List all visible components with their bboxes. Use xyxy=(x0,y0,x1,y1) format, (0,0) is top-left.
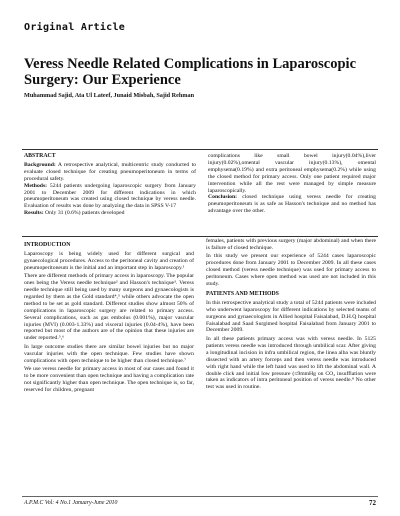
intro-paragraph: Laparoscopy is being widely used for different surgical and gynaecological procedures. Access to the peritoneal cavity and creation of pneumoperitoneum is the initial and an important step in laparoscopy.¹ xyxy=(24,250,194,271)
article-type-label: Original Article xyxy=(24,22,126,33)
intro-paragraph: females, patients with previous surgery (major abdominal) and when there is failure of closed technique. xyxy=(206,238,376,251)
left-body-column xyxy=(24,239,194,395)
intro-paragraph: We use veress needle for primary access in most of our cases and found it to be more convenient than open technique and having a complication rate not significantly higher than open technique. The open technique is, so far, reserved for children, pregnant xyxy=(24,366,194,393)
abstract-right-column xyxy=(208,153,376,215)
abstract-results: Results: Only 31 (0.6%) patients developed xyxy=(24,210,125,217)
abstract-conclusion: Conclusion: closed technique using veress needle for creating pneumoperitoneum is as safe as Hasson's technique and no method has advantage over the other. xyxy=(208,194,376,215)
abstract-background: Background: A retrospective analytical, multicentric study conducted to evaluate closed technique for creating pneumoperitoneum in terms of procedural safety. xyxy=(24,161,196,182)
journal-citation: A.P.M.C Vol: 4 No.1 January-June 2010 xyxy=(24,500,118,506)
author-list: Muhammad Sajid, Ata Ul Lateef, Junaid Misbah, Sajid Rehman xyxy=(24,92,195,99)
abstract-results-cont: complications like small bowel injury(0.04%),liver injury(0.02%),omental vascular injury(0.13%), omental emphysema(0.19%) and extra peritoneal emphysema(0.2%) while using the closed method for primary access. Only one patient required major intervention while all the rest were managed by simple measure laparoscopically. xyxy=(208,153,376,194)
abstract-heading: ABSTRACT xyxy=(24,153,56,159)
intro-paragraph: In this study we present our experience of 5244 cases laparoscopic procedures done from January 2001 to December 2009. In all these cases closed method (veress needle technique) was used for primary access to peritoneum. Cases where open method was used are not included in this study. xyxy=(206,253,376,288)
page-number: 72 xyxy=(369,499,376,507)
abstract-methods: Methods: 5244 patients undergoing laparoscopic surgery from January 2001 to December 2009 for different indications in which pneumoperitoneum was created using closed technique by veress needle. Evaluation of results was done by analyzing the data in SPSS V-17 xyxy=(24,182,196,210)
right-body-column xyxy=(206,238,376,393)
intro-paragraph: In large outcome studies there are similar bowel injuries but no major vascular injuries with the open technique. Few studies have shown complications with open technique to be higher than closed technique.⁷ xyxy=(24,343,194,364)
intro-paragraph: There are different methods of primary access in laparoscopy. The popular ones being the Veress needle technique² and Hasson's technique³. Veress needle technique still being used by many surgeons and gynaecologists is regarded by them as the Gold standard⁴,⁵ while others advocate the open method to be set as gold standard. Different studies show almost 50% of complications in laparoscopic surgery are related to primary access. Several complications, such as gas embolus (0.001%), major vascular injuries (MVI) (0.003-1.33%) and visceral injuries (0.04-4%), have been reported but most of the authors are of the opinion that these injuries are under reported.⁵,⁶ xyxy=(24,273,194,342)
methods-heading: PATIENTS AND METHODS xyxy=(206,290,279,297)
page-footer xyxy=(22,496,378,507)
methods-paragraph: In all these patients primary access was with veress needle. In 5125 patients veress needle was introduced through umbilical scar. After giving a longitudinal incision in infra umbilical region, the linea alba was bluntly dissected with an artery forceps and then veress needle was introduced with right hand while the left hand was used to lift the abdominal wall. A double click and initial low pressure (≤9mmHg on CO₂ insufflation were taken as indicators of intra peritoneal position of veress needle.⁸ No other test was used in routine. xyxy=(206,335,376,391)
introduction-heading: INTRODUCTION xyxy=(24,242,71,248)
abstract-box xyxy=(22,149,378,237)
article-title: Veress Needle Related Complications in Laparoscopic Surgery: Our Experience xyxy=(24,56,357,88)
methods-paragraph: In this retrospective analytical study a total of 5244 patients were included who underwent laparoscopy for different indications by selected teams of surgeons and gynaecologists in Allied hospital Faisalabad, D.H.Q hospital Faisalabad and Saad Surgimed hospital Faisalabad from January 2001 to December 2009. xyxy=(206,299,376,334)
abstract-left-column xyxy=(24,153,196,217)
